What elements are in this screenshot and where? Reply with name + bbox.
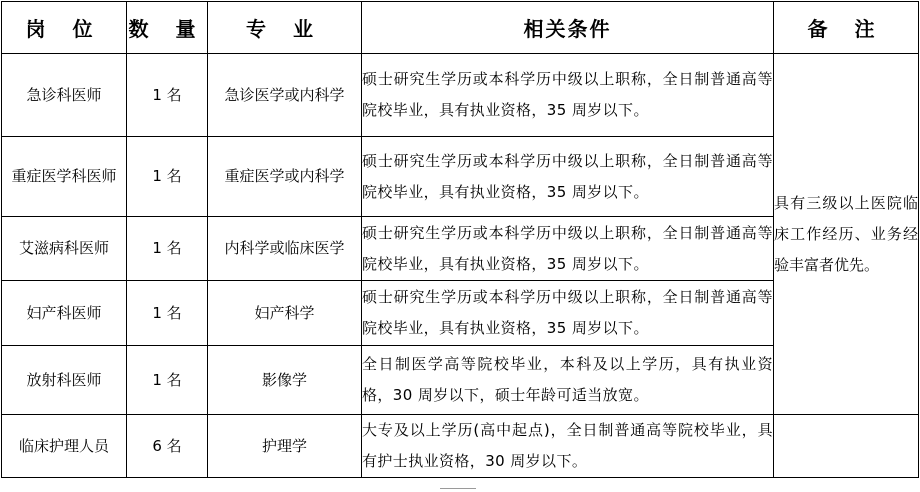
header-conditions: 相关条件 xyxy=(362,2,774,54)
cell-position: 艾滋病科医师 xyxy=(2,217,127,281)
cell-quantity: 1 名 xyxy=(127,137,208,217)
cell-major: 重症医学或内科学 xyxy=(208,137,362,217)
cell-major: 护理学 xyxy=(208,415,362,478)
cell-position: 放射科医师 xyxy=(2,346,127,415)
cell-major: 影像学 xyxy=(208,346,362,415)
table-row xyxy=(2,415,919,478)
cell-quantity: 6 名 xyxy=(127,415,208,478)
cell-position: 急诊科医师 xyxy=(2,54,127,137)
table-row xyxy=(2,54,919,137)
cell-position: 重症医学科医师 xyxy=(2,137,127,217)
header-major: 专 业 xyxy=(208,2,362,54)
header-quantity: 数 量 xyxy=(127,2,208,54)
cell-quantity: 1 名 xyxy=(127,217,208,281)
cell-conditions: 硕士研究生学历或本科学历中级以上职称，全日制普通高等院校毕业，具有执业资格，35 周岁以下。 xyxy=(362,217,774,281)
cell-conditions: 硕士研究生学历或本科学历中级以上职称，全日制普通高等院校毕业，具有执业资格，35 周岁以下。 xyxy=(362,54,774,137)
cell-quantity: 1 名 xyxy=(127,281,208,346)
header-remarks: 备 注 xyxy=(774,2,919,54)
cell-conditions: 全日制医学高等院校毕业，本科及以上学历，具有执业资格，30 周岁以下，硕士年龄可适当放宽。 xyxy=(362,346,774,415)
cell-remarks-doctor: 具有三级以上医院临床工作经历、业务经验丰富者优先。 xyxy=(774,54,919,415)
cell-position: 临床护理人员 xyxy=(2,415,127,478)
cell-quantity: 1 名 xyxy=(127,346,208,415)
cell-major: 妇产科学 xyxy=(208,281,362,346)
cell-major: 内科学或临床医学 xyxy=(208,217,362,281)
recruitment-table xyxy=(1,1,919,478)
cell-position: 妇产科医师 xyxy=(2,281,127,346)
header-position: 岗 位 xyxy=(2,2,127,54)
header-row xyxy=(2,2,919,54)
cell-major: 急诊医学或内科学 xyxy=(208,54,362,137)
cell-quantity: 1 名 xyxy=(127,54,208,137)
cell-conditions: 大专及以上学历(高中起点)，全日制普通高等院校毕业，具有护士执业资格，30 周岁以下。 xyxy=(362,415,774,478)
cell-remarks-nurse xyxy=(774,415,919,478)
page-edge-mark xyxy=(440,488,476,492)
cell-conditions: 硕士研究生学历或本科学历中级以上职称，全日制普通高等院校毕业，具有执业资格，35 周岁以下。 xyxy=(362,137,774,217)
cell-conditions: 硕士研究生学历或本科学历中级以上职称，全日制普通高等院校毕业，具有执业资格，35 周岁以下。 xyxy=(362,281,774,346)
